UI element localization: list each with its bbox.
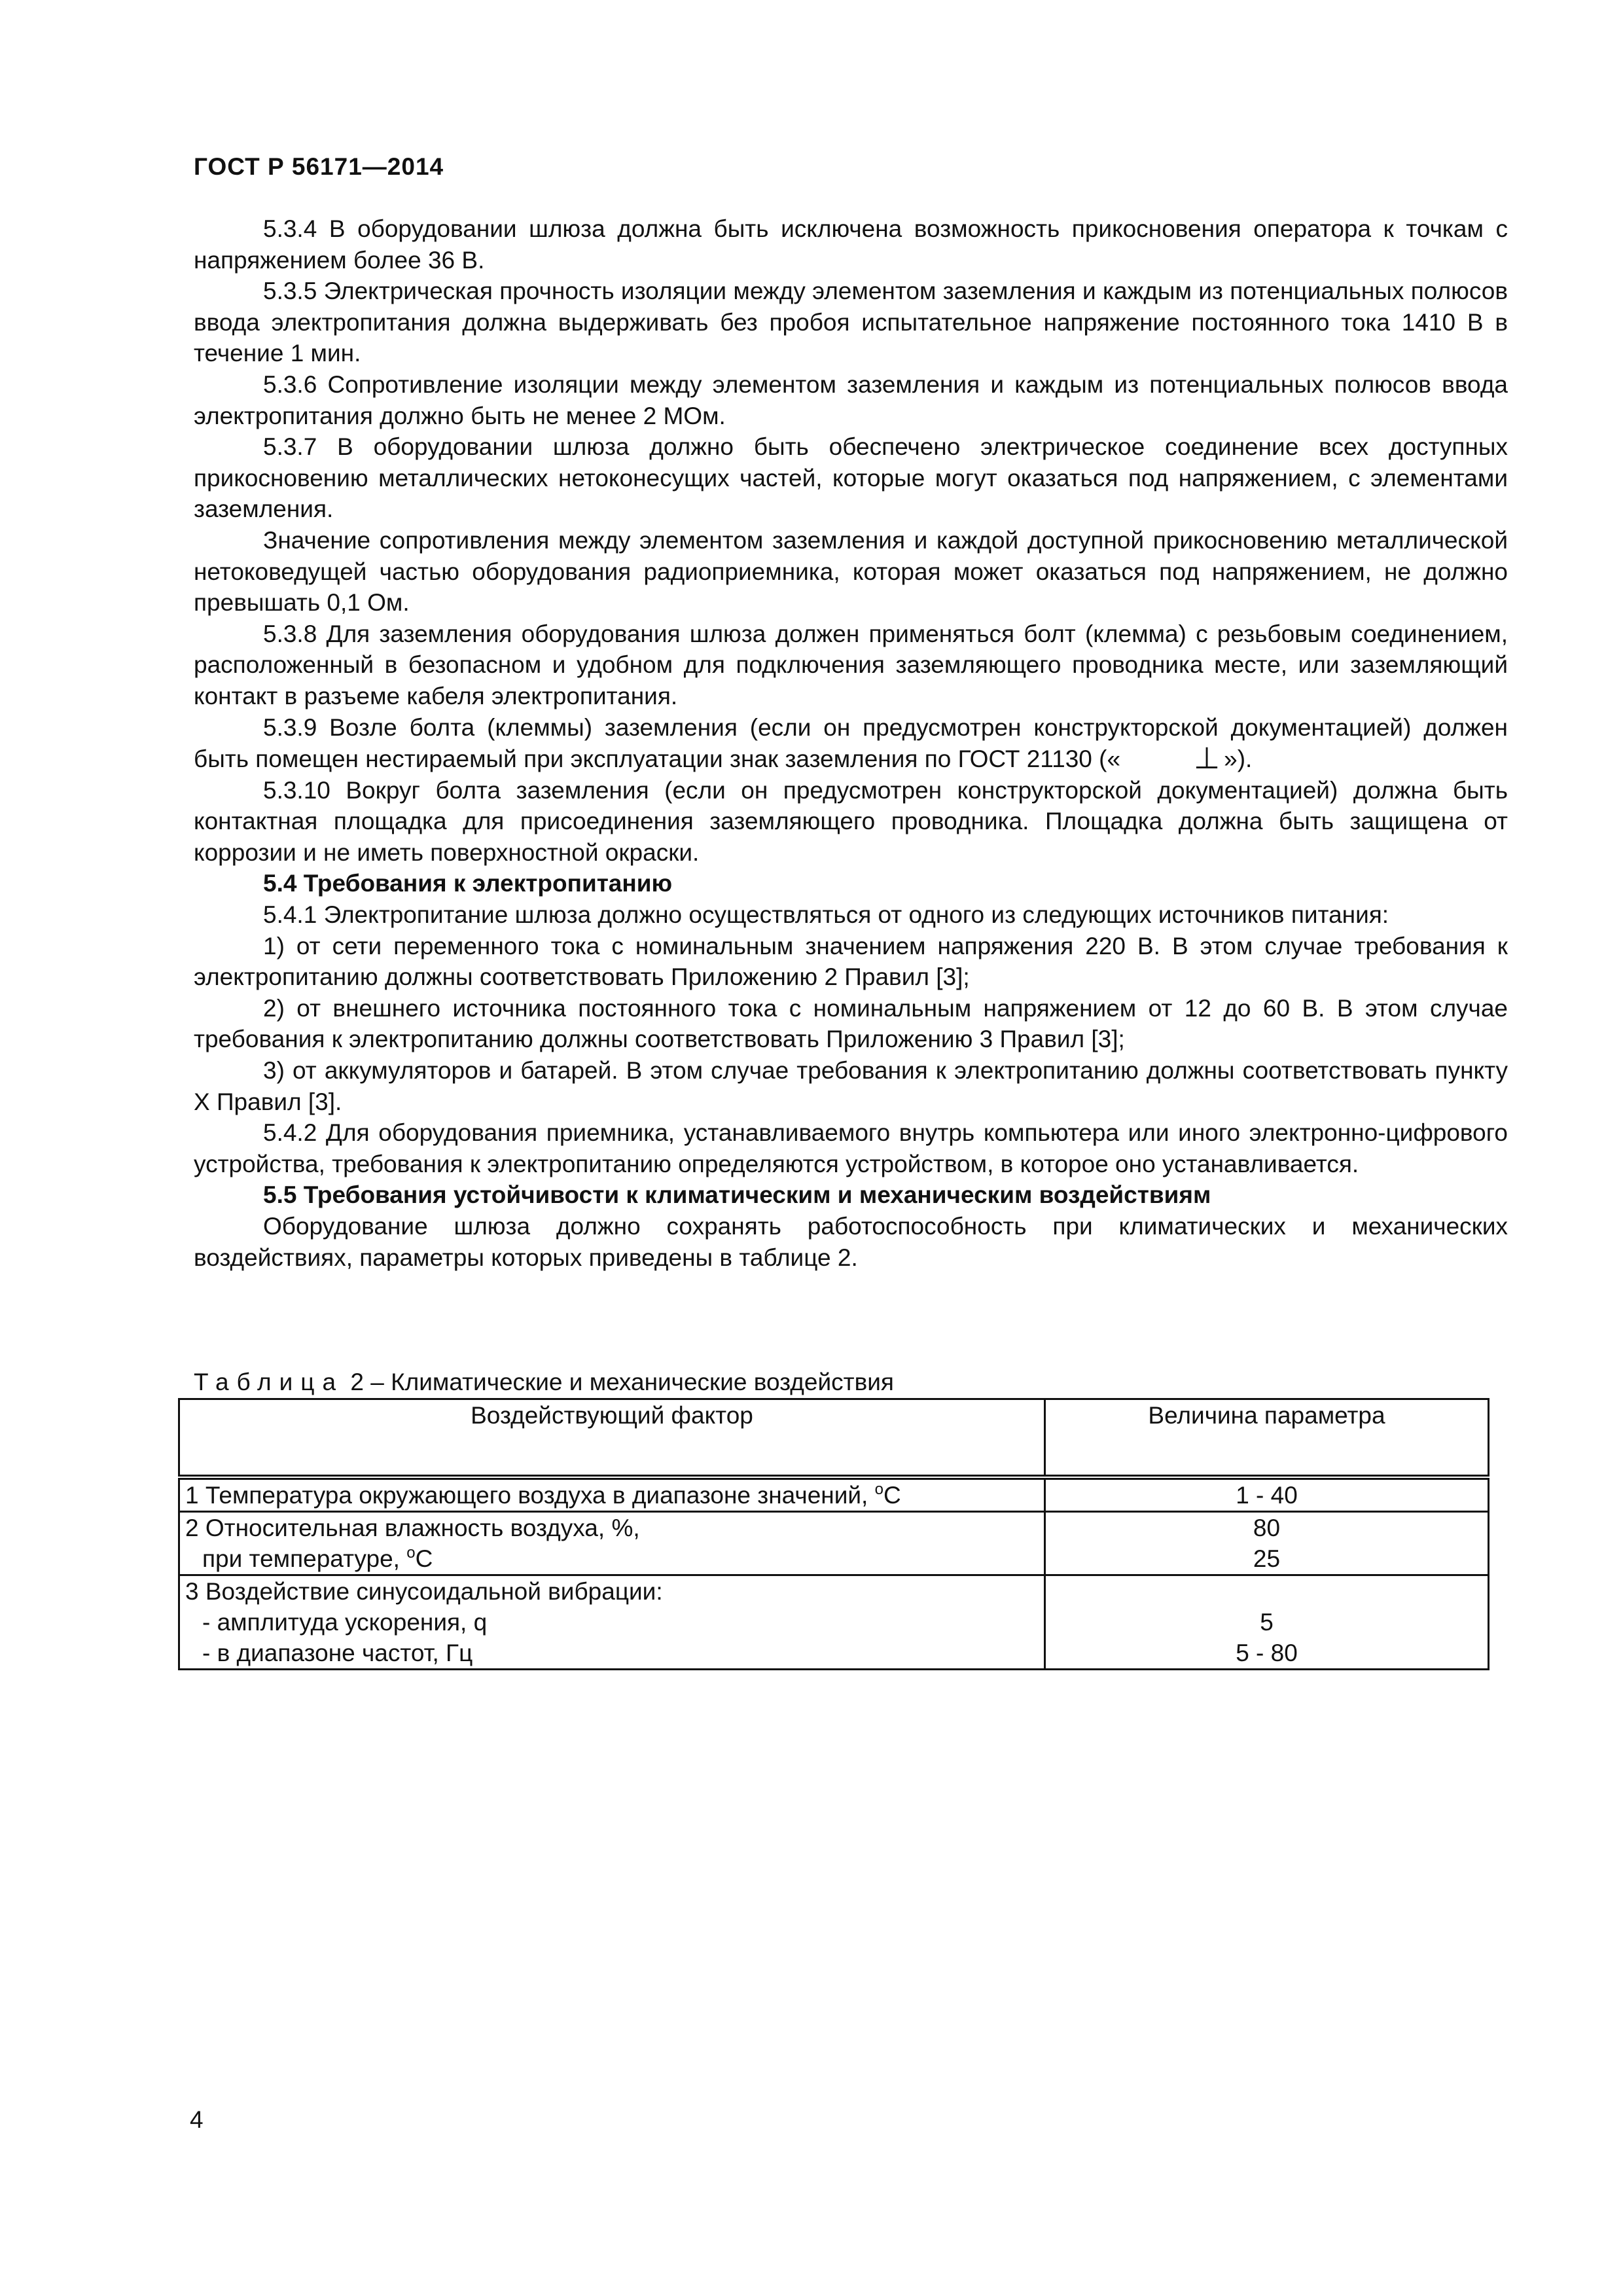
paragraph-5-3-9-text: 5.3.9 Возле болта (клеммы) заземления (если он предусмотрен конструкторской документацией) должен быть помещен нестираемый при эксплуатации знак заземления по ГОСТ 21130 (« — [194, 713, 1508, 773]
degree-sup: o — [874, 1480, 883, 1498]
paragraph-5-4-2: 5.4.2 Для оборудования приемника, устанавливаемого внутрь компьютера или иного электронно-цифрового устройства, требования к электропитанию определяются устройством, в которое оно устанавливается. — [194, 1119, 1508, 1177]
table-caption — [194, 1368, 894, 1397]
standard-header: ГОСТ Р 56171—2014 — [194, 153, 444, 180]
factor-cell — [179, 1512, 1045, 1575]
value-cell — [1045, 1575, 1489, 1670]
paragraph-5-3-6: 5.3.6 Сопротивление изоляции между элементом заземления и каждым из потенциальных полюсов ввода электропитания должно быть не менее 2 МОм. — [194, 370, 1508, 429]
paragraph-5-3-10: 5.3.10 Вокруг болта заземления (если он предусмотрен конструкторской документацией) должна быть контактная площадка для присоединения заземляющего проводника. Площадка должна быть защищена от коррозии и не иметь поверхностной окраски. — [194, 776, 1508, 866]
value-line: 5 - 80 — [1236, 1640, 1298, 1666]
value-cell — [1045, 1477, 1489, 1512]
factor-line: - амплитуда ускорения, q — [202, 1609, 488, 1636]
table-caption-number: 2 — [350, 1369, 364, 1395]
section-heading-5-4: 5.4 Требования к электропитанию — [263, 870, 673, 897]
unit-text: C — [883, 1482, 901, 1509]
table-row — [179, 1477, 1489, 1512]
factor-line — [185, 1543, 1039, 1574]
page-number: 4 — [190, 2106, 204, 2133]
factor-line — [185, 1480, 1039, 1511]
table-row — [179, 1512, 1489, 1575]
value-line: 5 — [1260, 1609, 1274, 1636]
paragraph-5-3-9 — [194, 712, 1508, 775]
degree-sup: o — [406, 1544, 416, 1562]
table-container — [178, 1398, 1489, 1670]
table-caption-title: – Климатические и механические воздействия — [370, 1369, 894, 1395]
body-text — [194, 213, 1508, 1273]
value-line: 80 — [1253, 1515, 1281, 1541]
factor-text: 1 Температура окружающего воздуха в диапазоне значений, — [185, 1482, 875, 1509]
paragraph-5-5-intro: Оборудование шлюза должно сохранять работоспособность при климатических и механических воздействиях, параметры которых приведены в таблице 2. — [194, 1213, 1508, 1271]
paragraph-5-3-5: 5.3.5 Электрическая прочность изоляции между элементом заземления и каждым из потенциальных полюсов ввода электропитания должна выдерживать без пробоя испытательное напряжение постоянного тока 1410 В в течение 1 мин. — [194, 278, 1508, 367]
section-heading-5-5: 5.5 Требования устойчивости к климатическим и механическим воздействиям — [263, 1181, 1211, 1209]
parameters-table — [178, 1398, 1489, 1670]
table-header-row — [179, 1399, 1489, 1478]
list-item-power-dc: 2) от внешнего источника постоянного тока с номинальным напряжением от 12 до 60 В. В этом случае требования к электропитанию должны соответствовать Приложению 3 Правил [3]; — [194, 994, 1508, 1053]
column-header-value: Величина параметра — [1045, 1399, 1489, 1478]
column-header-factor: Воздействующий фактор — [179, 1399, 1045, 1478]
factor-cell — [179, 1477, 1045, 1512]
factor-line: 3 Воздействие синусоидальной вибрации: — [185, 1578, 663, 1605]
value-cell — [1045, 1512, 1489, 1575]
factor-text: при температуре, — [202, 1545, 407, 1572]
paragraph-5-3-9-tail: »). — [1224, 745, 1253, 773]
paragraph-5-3-4: 5.3.4 В оборудовании шлюза должна быть исключена возможность прикосновения оператора к точкам с напряжением более 36 В. — [194, 215, 1508, 274]
table-row — [179, 1575, 1489, 1670]
list-item-power-battery: 3) от аккумуляторов и батарей. В этом случае требования к электропитанию должны соответствовать пункту Х Правил [3]. — [194, 1057, 1508, 1115]
list-item-power-ac: 1) от сети переменного тока с номинальным значением напряжения 220 В. В этом случае требования к электропитанию должны соответствовать Приложению 2 Правил [3]; — [194, 932, 1508, 991]
value-line: 1 - 40 — [1236, 1482, 1298, 1509]
unit-text: C — [415, 1545, 433, 1572]
value-line — [1051, 1576, 1482, 1607]
paragraph-5-3-7: 5.3.7 В оборудовании шлюза должно быть обеспечено электрическое соединение всех доступных прикосновению металлических нетоконесущих частей, которые могут оказаться под напряжением, с элементами заземления. — [194, 433, 1508, 523]
factor-cell — [179, 1575, 1045, 1670]
ground-symbol-icon: ⊥ — [1194, 741, 1221, 776]
paragraph-5-4-1: 5.4.1 Электропитание шлюза должно осуществляться от одного из следующих источников питания: — [263, 901, 1389, 929]
paragraph-5-3-8: 5.3.8 Для заземления оборудования шлюза должен применяться болт (клемма) с резьбовым соединением, расположенный в безопасном и удобном для подключения заземляющего проводника месте, или заземляющий контакт в разъеме кабеля электропитания. — [194, 620, 1508, 709]
factor-line: - в диапазоне частот, Гц — [202, 1640, 473, 1666]
paragraph-resistance-value: Значение сопротивления между элементом заземления и каждой доступной прикосновению металлической нетоковедущей частью оборудования радиоприемника, которая может оказаться под напряжением, не должно превышать 0,1 Ом. — [194, 526, 1508, 617]
factor-line: 2 Относительная влажность воздуха, %, — [185, 1515, 640, 1541]
value-line: 25 — [1253, 1545, 1281, 1572]
table-caption-label: Таблица — [194, 1369, 344, 1395]
